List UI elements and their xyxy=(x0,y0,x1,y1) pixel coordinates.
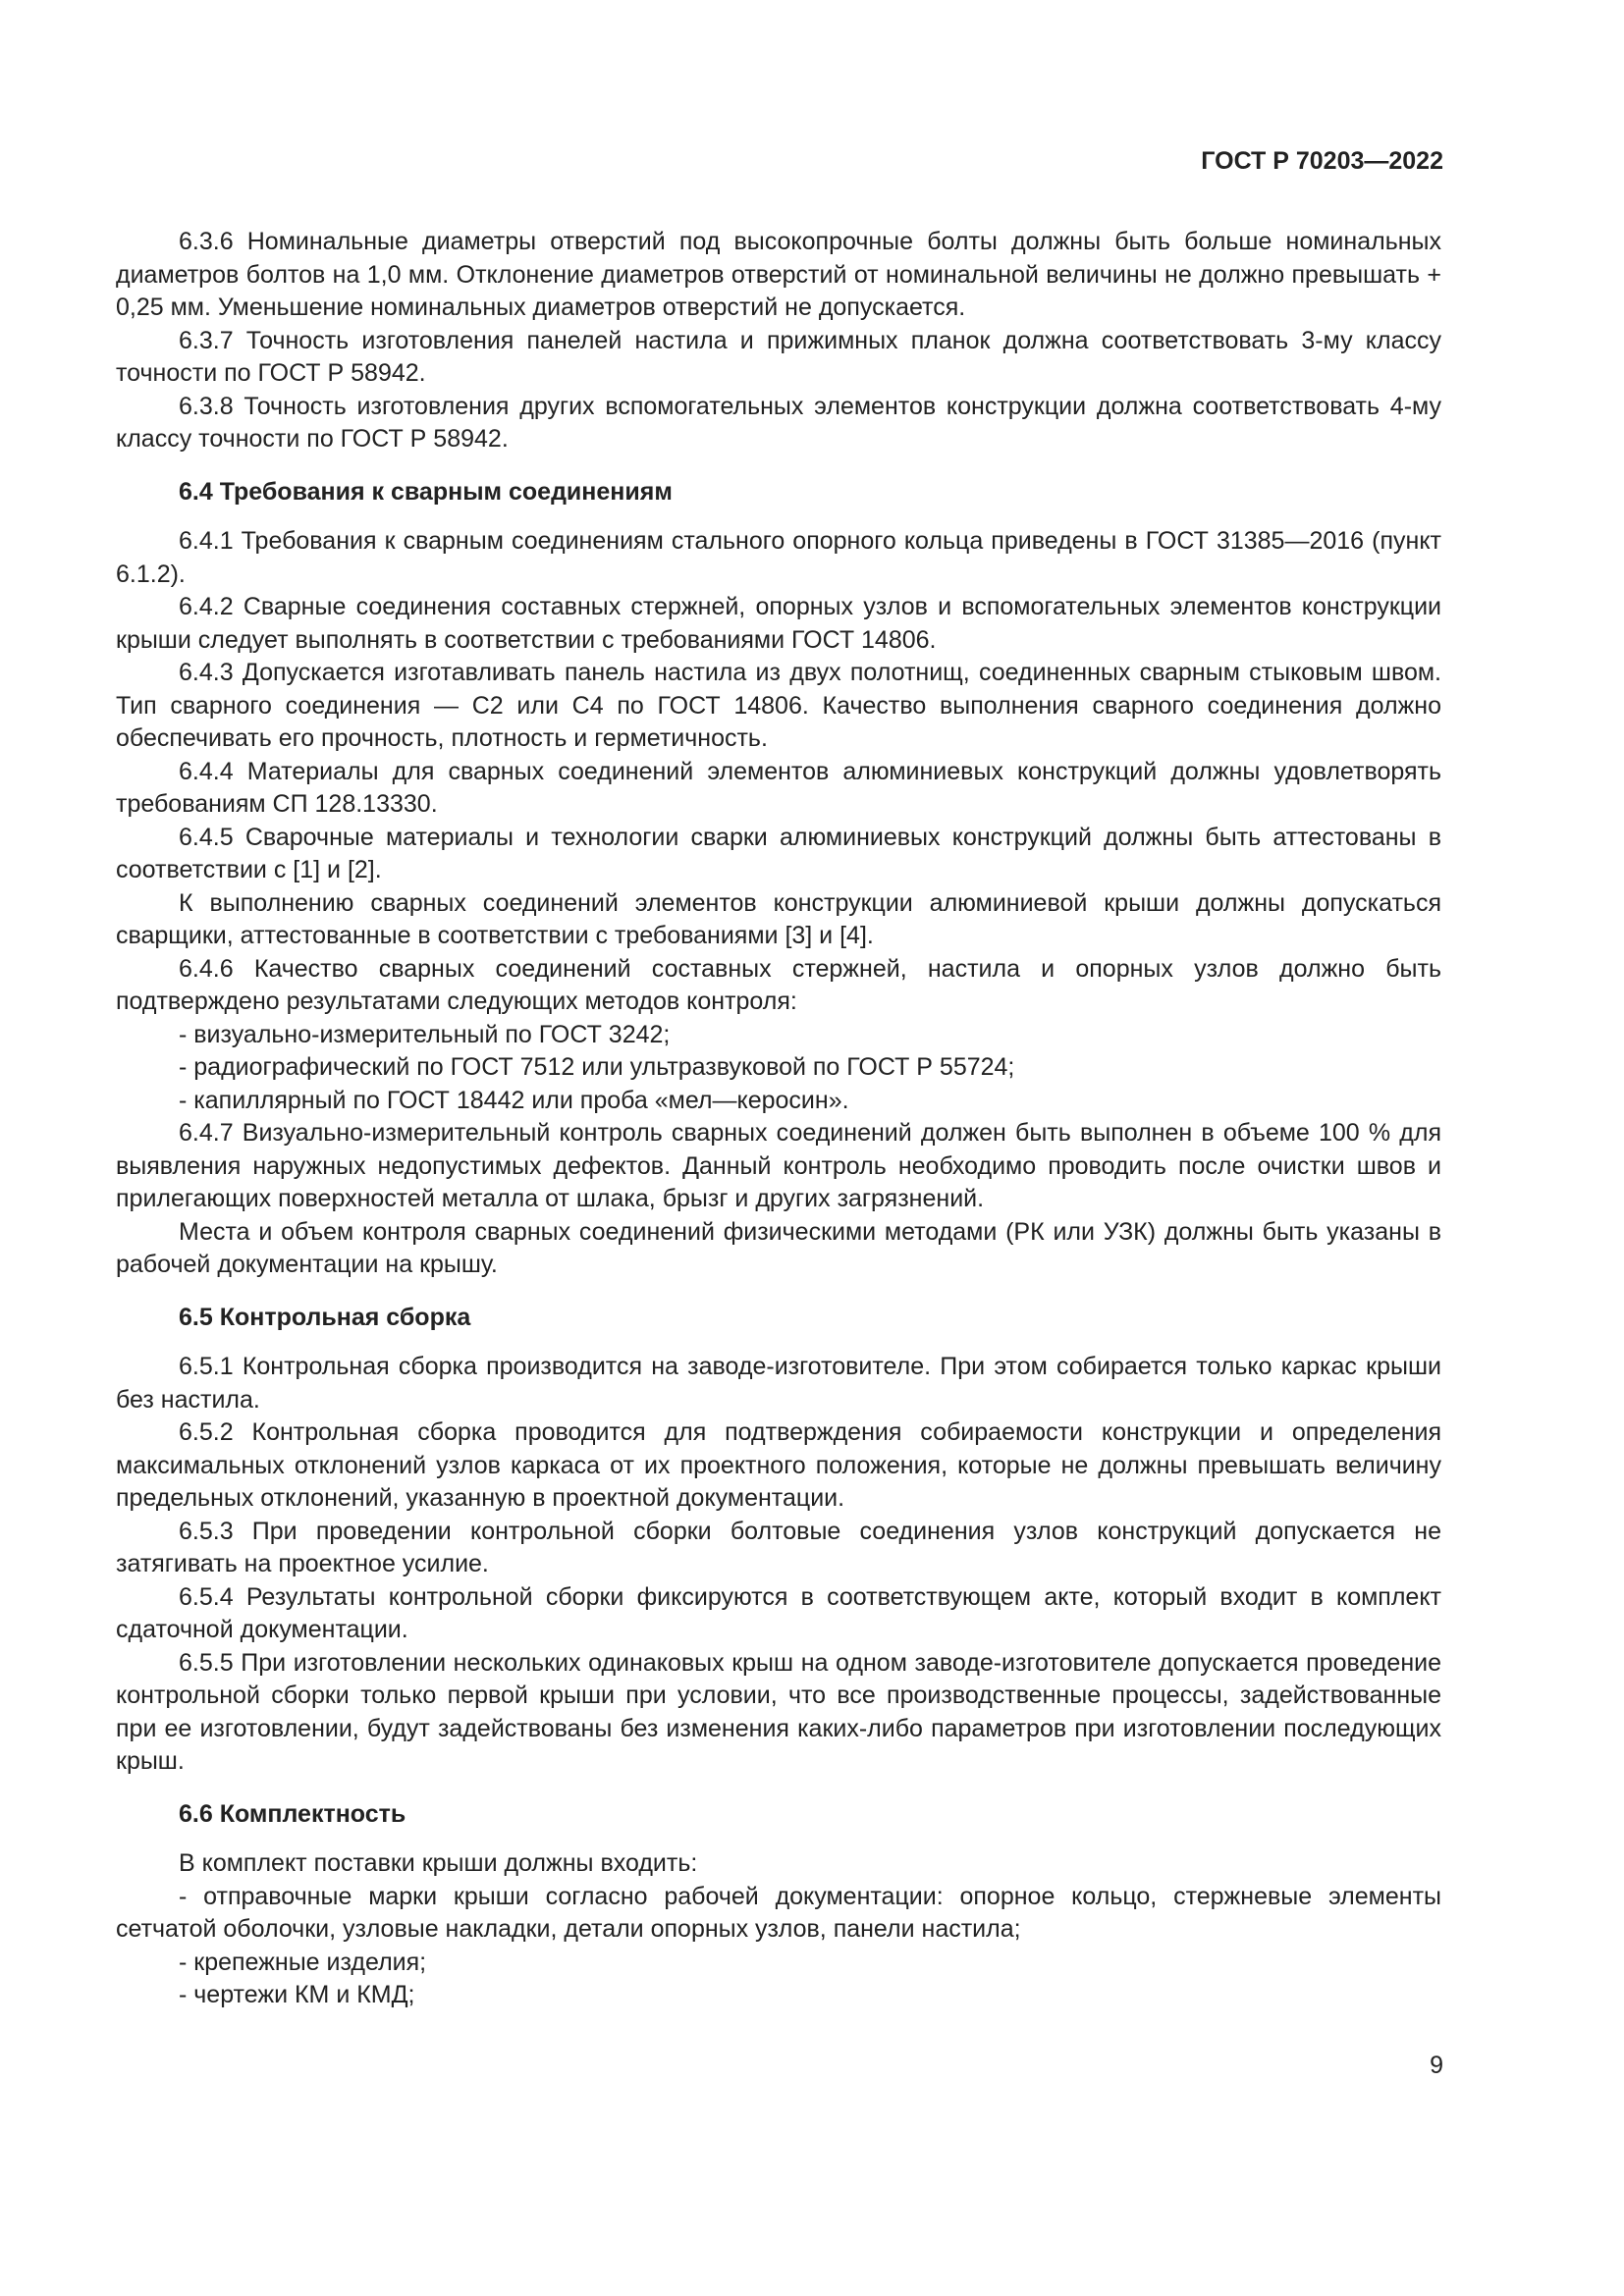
paragraph-6-4-6: 6.4.6 Качество сварных соединений составных стержней, настила и опорных узлов должно быть подтверждено результатами следующих методов контроля: xyxy=(116,954,1441,1015)
paragraph-6-5-5: 6.5.5 При изготовлении нескольких одинаковых крыш на одном заводе-изготовителе допускается проведение контрольной сборки только первой крыши при условии, что все производственные процессы, задействованные при ее изготовлении, будут задействованы без изменения каких-либо параметров при изготовлении последующих крыш. xyxy=(116,1648,1441,1775)
list-item: - капиллярный по ГОСТ 18442 или проба «мел—керосин». xyxy=(179,1086,849,1114)
list-item: - чертежи КМ и КМД; xyxy=(179,1981,415,2008)
paragraph-6-5-2: 6.5.2 Контрольная сборка проводится для подтверждения собираемости конструкции и определения максимальных отклонений узлов каркаса от их проектного положения, которые не должны превышать величину предельных отклонений, указанную в проектной документации. xyxy=(116,1418,1441,1512)
paragraph-6-4-5-welders: К выполнению сварных соединений элементов конструкции алюминиевой крыши должны допускаться сварщики, аттестованные в соответствии с требованиями [3] и [4]. xyxy=(116,888,1441,949)
section-heading-6-4: 6.4 Требования к сварным соединениям xyxy=(179,477,673,506)
paragraph-6-6-intro: В комплект поставки крыши должны входить: xyxy=(179,1849,698,1877)
paragraph-6-5-1: 6.5.1 Контрольная сборка производится на заводе-изготовителе. При этом собирается только каркас крыши без настила. xyxy=(116,1353,1441,1414)
document-code-header: ГОСТ Р 70203—2022 xyxy=(1201,147,1443,175)
paragraph-6-4-7: 6.4.7 Визуально-измерительный контроль сварных соединений должен быть выполнен в объеме 100 % для выявления наружных недопустимых дефектов. Данный контроль необходимо проводить после очистки швов и прилегающих поверхностей металла от шлака, брызг и других загрязнений. xyxy=(116,1119,1441,1212)
paragraph-6-3-7: 6.3.7 Точность изготовления панелей настила и прижимных планок должна соответствовать 3-му классу точности по ГОСТ Р 58942. xyxy=(116,326,1441,387)
paragraph-6-4-7-locations: Места и объем контроля сварных соединений физическими методами (РК или УЗК) должны быть указаны в рабочей документации на крышу. xyxy=(116,1217,1441,1278)
paragraph-6-5-3: 6.5.3 При проведении контрольной сборки болтовые соединения узлов конструкций допускается не затягивать на проектное усилие. xyxy=(116,1517,1441,1577)
paragraph-6-4-4: 6.4.4 Материалы для сварных соединений элементов алюминиевых конструкций должны удовлетворять требованиям СП 128.13330. xyxy=(116,757,1441,818)
list-item: - визуально-измерительный по ГОСТ 3242; xyxy=(179,1020,671,1048)
paragraph-6-5-4: 6.5.4 Результаты контрольной сборки фиксируются в соответствующем акте, который входит в комплект сдаточной документации. xyxy=(116,1582,1441,1643)
list-item: - радиографический по ГОСТ 7512 или ультразвуковой по ГОСТ Р 55724; xyxy=(179,1053,1015,1081)
paragraph-6-3-6: 6.3.6 Номинальные диаметры отверстий под высокопрочные болты должны быть больше номинальных диаметров болтов на 1,0 мм. Отклонение диаметров отверстий от номинальной величины не должно превышать + 0,25 мм. Уменьшение номинальных диаметров отверстий не допускается. xyxy=(116,228,1441,321)
paragraph-6-4-3: 6.4.3 Допускается изготавливать панель настила из двух полотнищ, соединенных сварным стыковым швом. Тип сварного соединения — С2 или С4 по ГОСТ 14806. Качество выполнения сварного соединения должно обеспечивать его прочность, плотность и герметичность. xyxy=(116,659,1441,752)
paragraph-6-4-5: 6.4.5 Сварочные материалы и технологии сварки алюминиевых конструкций должны быть аттестованы в соответствии с [1] и [2]. xyxy=(116,823,1441,883)
paragraph-6-4-1: 6.4.1 Требования к сварным соединениям стального опорного кольца приведены в ГОСТ 31385—2016 (пункт 6.1.2). xyxy=(116,527,1441,588)
list-item: - отправочные марки крыши согласно рабочей документации: опорное кольцо, стержневые элементы сетчатой оболочки, узловые накладки, детали опорных узлов, панели настила; xyxy=(116,1882,1441,1943)
paragraph-6-4-2: 6.4.2 Сварные соединения составных стержней, опорных узлов и вспомогательных элементов конструкции крыши следует выполнять в соответствии с требованиями ГОСТ 14806. xyxy=(116,593,1441,654)
document-body xyxy=(116,226,1441,2012)
paragraph-6-3-8: 6.3.8 Точность изготовления других вспомогательных элементов конструкции должна соответствовать 4-му классу точности по ГОСТ Р 58942. xyxy=(116,392,1441,453)
section-heading-6-6: 6.6 Комплектность xyxy=(179,1799,406,1828)
list-item: - крепежные изделия; xyxy=(179,1948,427,1976)
page-number: 9 xyxy=(1430,2052,1443,2079)
section-heading-6-5: 6.5 Контрольная сборка xyxy=(179,1303,471,1331)
